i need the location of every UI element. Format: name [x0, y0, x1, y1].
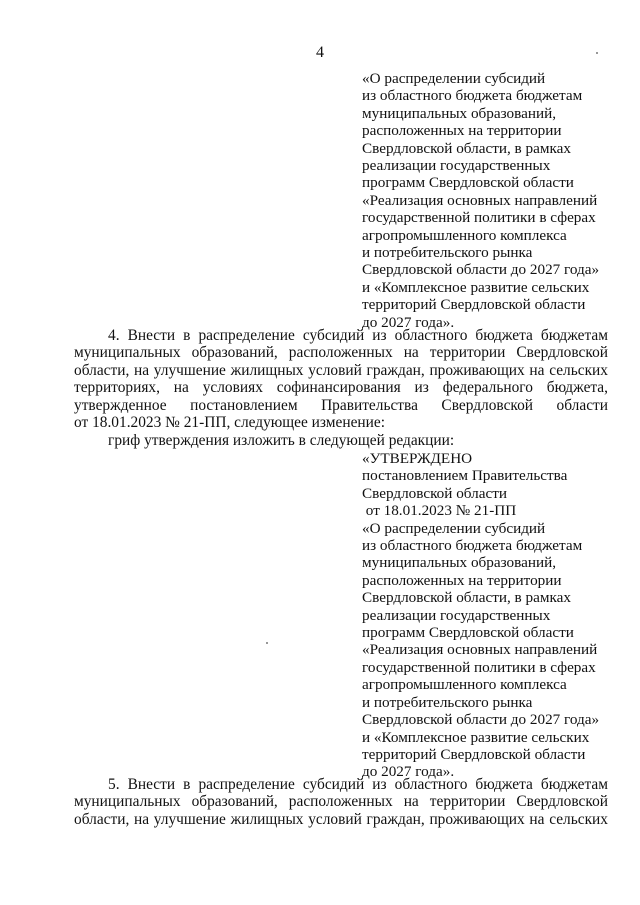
block-line: постановлением Правительства — [362, 467, 568, 485]
paragraph-line: от 18.01.2023 № 21-ПП, следующее изменение: — [74, 413, 385, 431]
block-line: «О распределении субсидий — [362, 519, 546, 537]
block-line: «О распределении субсидий — [362, 70, 546, 87]
scan-speck — [596, 52, 598, 54]
approval-stamp-block — [362, 450, 624, 781]
block-line: расположенных на территории — [362, 122, 562, 140]
block-line: муниципальных образований, — [362, 104, 556, 122]
paragraph-line: 5. Внести в распределение субсидий из областного бюджета бюджетам — [108, 776, 608, 793]
block-line: до 2027 года». — [362, 763, 455, 781]
block-line: из областного бюджета бюджетам — [362, 87, 583, 105]
block-line: Свердловской области, в рамках — [362, 589, 571, 607]
block-line: программ Свердловской области — [362, 174, 574, 192]
block-line: и «Комплексное развитие сельских — [362, 728, 590, 746]
block-line: территорий Свердловской области — [362, 296, 586, 314]
block-line: муниципальных образований, — [362, 554, 556, 572]
block-line: государственной политики в сферах — [362, 658, 596, 676]
block-line: реализации государственных — [362, 157, 551, 175]
block-line: и потребительского рынка — [362, 244, 533, 262]
block-line: до 2027 года». — [362, 313, 455, 331]
paragraph-line: утвержденное постановлением Правительства Свердловской области — [74, 396, 608, 414]
block-line: «Реализация основных направлений — [362, 191, 598, 209]
block-line: территорий Свердловской области — [362, 745, 586, 763]
block-line: Свердловской области, в рамках — [362, 139, 571, 157]
block-line: расположенных на территории — [362, 571, 562, 589]
paragraph-line: муниципальных образований, расположенных на территории Свердловской — [74, 344, 608, 362]
page-number: 4 — [316, 44, 324, 61]
block-line: «УТВЕРЖДЕНО — [362, 450, 473, 467]
block-line: реализации государственных — [362, 606, 551, 624]
paragraph-line: области, на улучшение жилищных условий граждан, проживающих на сельских — [74, 361, 608, 379]
block-line: агропромышленного комплекса — [362, 226, 567, 244]
block-line: агропромышленного комплекса — [362, 676, 567, 694]
title-reference-block — [362, 70, 624, 331]
block-line: и «Комплексное развитие сельских — [362, 278, 590, 296]
paragraph-line: 4. Внести в распределение субсидий из областного бюджета бюджетам — [108, 327, 608, 344]
block-line: Свердловской области до 2027 года» — [362, 711, 600, 729]
block-line: из областного бюджета бюджетам — [362, 537, 583, 555]
paragraph-line: муниципальных образований, расположенных на территории Свердловской — [74, 793, 608, 811]
paragraph-5 — [74, 776, 608, 828]
paragraph-line: области, на улучшение жилищных условий граждан, проживающих на сельских — [74, 810, 608, 828]
scan-speck — [266, 642, 268, 644]
block-line: Свердловской области до 2027 года» — [362, 261, 600, 279]
paragraph-line: территориях, на условиях софинансирования из федерального бюджета, — [74, 379, 608, 397]
paragraph-4 — [74, 327, 608, 431]
block-line: и потребительского рынка — [362, 693, 533, 711]
block-line: программ Свердловской области — [362, 624, 574, 642]
block-line: от 18.01.2023 № 21-ПП — [362, 502, 517, 520]
grif-instruction: гриф утверждения изложить в следующей редакции: — [108, 432, 455, 449]
block-line: «Реализация основных направлений — [362, 641, 598, 659]
block-line: Свердловской области — [362, 484, 507, 502]
block-line: государственной политики в сферах — [362, 209, 596, 227]
